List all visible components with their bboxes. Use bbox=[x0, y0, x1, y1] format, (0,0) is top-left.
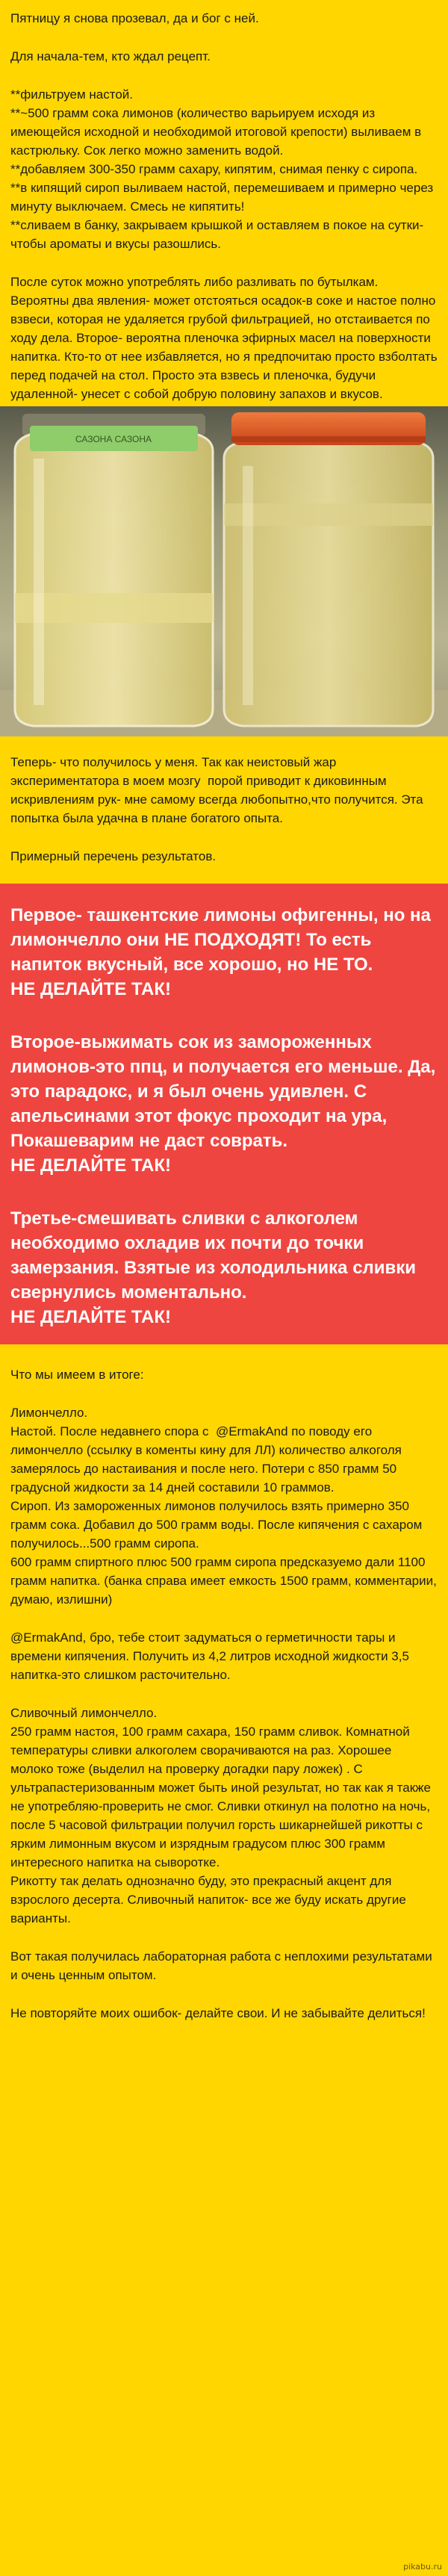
intro-paragraph: Пятницу я снова прозевал, да и бог с ней. bbox=[10, 11, 259, 25]
middle-paragraph: Теперь- что получилось у меня. Так как неистовый жар экспериментатора в моем мозгу порой приводит к диковинным искривлениям рук- мне самому всегда любопытно,что получится. Эта попытка была удачна в плане богатого опыта. bbox=[10, 755, 427, 825]
watermark: pikabu.ru bbox=[403, 2562, 442, 2572]
results-paragraph: Вот такая получилась лабораторная работа с неплохими результатами и очень ценным опытом. bbox=[10, 1949, 436, 1982]
results-section bbox=[0, 1344, 448, 2023]
jars-photo bbox=[0, 406, 448, 736]
jars-photo-image bbox=[0, 406, 448, 736]
results-paragraph: @ErmakAnd, бро, тебе стоит задуматься о герметичности тары и времени кипячения. Получить из 4,2 литров исходной жидкости 3,5 напитка-это слишком расточительно. bbox=[10, 1630, 413, 1682]
right-jar-lid bbox=[231, 412, 426, 445]
intro-section bbox=[0, 0, 448, 403]
left-jar bbox=[15, 414, 213, 726]
warning-paragraph: Третье-смешивать сливки с алкоголем необходимо охладив их почти до точки замерзания. Взятые из холодильника сливки свернулись моментально. НЕ ДЕЛАЙТЕ ТАК! bbox=[10, 1208, 417, 1327]
intro-paragraph: После суток можно употреблять либо разливать по бутылкам. Вероятны два явления- может отстояться осадок-в соке и настое полно взвеси, которая не удаляется грубой фильтрацией, но отстаивается по ходу дела. Второе- вероятна пленочка эфирных масел на поверхности напитка. Кто-то от нее избавляется, но я предпочитаю просто взболтать перед подачей на стол. Просто эта взвесь и пленочка, будучи удаленной- унесет с собой добрую половину запахов и вкусов. bbox=[10, 275, 441, 401]
results-paragraph: Сливочный лимончелло. 250 грамм настоя, 100 грамм сахара, 150 грамм сливок. Комнатной температуры сливки алкоголем сворачиваются на раз. Хорошее молоко тоже (выделил на проверку догадки пару ложек) . С ультрапастеризованным может быть иной результат, но так как я также не употребляю-проверить не смог. Сливки откинул на полотно на ночь, после 5 часовой фильтрации получил горсть шикарнейшей рикотты с ярким лимонным вкусом и изрядным градусом плюс 300 грамм интересного напитка на сыворотке. Рикотту так делать однозначно буду, это прекрасный акцент для взрослого десерта. Сливочный напиток- все же буду искать другие варианты. bbox=[10, 1706, 431, 1925]
left-jar-label-text: САЗОНА САЗОНА bbox=[75, 434, 152, 444]
recipe-steps: **фильтруем настой. **~500 грамм сока лимонов (количество варьируем исходя из имеющейся исходной и необходимой итоговой крепости) выливаем в кастрюльку. Сок легко можно заменить водой. **добавляем 300-350 грамм сахару, кипятим, снимая пенку с сиропа. **в кипящий сироп выливаем настой, перемешиваем и примерно через минуту выключаем. Смесь не кипятить! **сливаем в банку, закрываем крышкой и оставляем в покое на сутки-чтобы ароматы и вкусы разошлись. bbox=[10, 87, 434, 251]
warning-paragraph: Второе-выжимать сок из замороженных лимонов-это ппц, и получается его меньше. Да, это парадокс, и я был очень удивлен. С апельсинами этот фокус проходит на ура, Покашеварим не даст соврать. НЕ ДЕЛАЙТЕ ТАК! bbox=[10, 1032, 436, 1176]
results-paragraph: Лимончелло. Настой. После недавнего спора с @ErmakAnd по поводу его лимончелло (ссылку в коменты кину для ЛЛ) количество алкоголя замерялось до настаивания и после него. Потери с 850 грамм 50 градусной жидкости за 14 дней составили 10 граммов. Сироп. Из замороженных лимонов получилось взять примерно 350 грамм сока. Добавил до 500 грамм воды. После кипячения с сахаром получилось...500 грамм сиропа. 600 грамм спиртного плюс 500 грамм сиропа предсказуемо дали 1100 грамм напитка. (банка справа имеет емкость 1500 грамм, комментарии, думаю, излишни) bbox=[10, 1406, 437, 1607]
results-paragraph: Что мы имеем в итоге: bbox=[10, 1368, 144, 1382]
warnings-block bbox=[0, 884, 448, 1344]
left-jar-label bbox=[30, 426, 198, 451]
middle-paragraph: Примерный перечень результатов. bbox=[10, 849, 217, 863]
warning-paragraph: Первое- ташкентские лимоны офигенны, но на лимончелло они НЕ ПОДХОДЯТ! То есть напиток вкусный, все хорошо, но НЕ ТО. НЕ ДЕЛАЙТЕ ТАК! bbox=[10, 905, 431, 999]
results-paragraph: Не повторяйте моих ошибок- делайте свои. И не забывайте делиться! bbox=[10, 2006, 426, 2020]
middle-section bbox=[0, 750, 448, 866]
right-jar bbox=[224, 441, 433, 726]
intro-paragraph: Для начала-тем, кто ждал рецепт. bbox=[10, 49, 211, 63]
